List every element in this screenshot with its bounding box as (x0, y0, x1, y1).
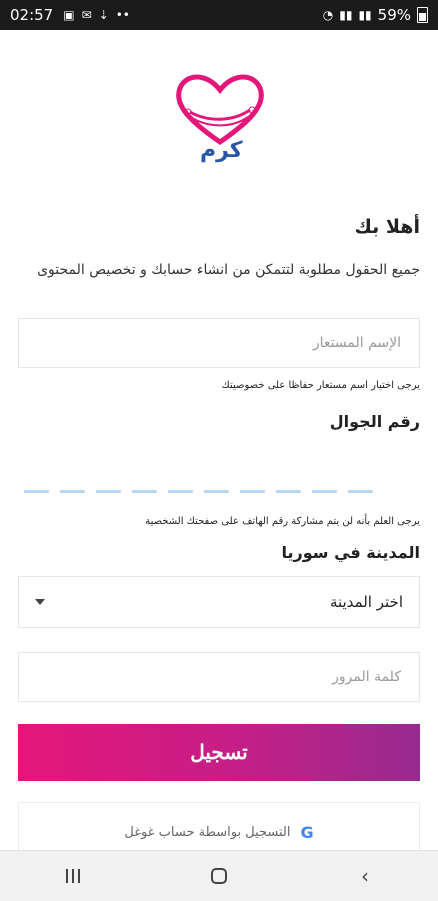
phone-digit-slot[interactable] (132, 490, 157, 493)
nav-home-button[interactable] (189, 856, 249, 896)
phone-hint: يرجى العلم بأنه لن يتم مشاركة رقم الهاتف على صفحتك الشخصية (145, 516, 420, 527)
phone-digit-slot[interactable] (348, 490, 373, 493)
nav-back-button[interactable] (335, 856, 395, 896)
image-icon: ▣ (63, 8, 75, 22)
phone-label: رقم الجوال (329, 412, 420, 431)
google-signup-label: التسجيل بواسطة حساب غوغل (124, 824, 291, 840)
phone-digit-slot[interactable] (204, 490, 229, 493)
back-icon: ‹ (361, 864, 369, 888)
signal-icon: ▮▮ (339, 8, 353, 22)
phone-digit-slot[interactable] (60, 490, 85, 493)
notification-icons (63, 8, 130, 22)
page-title: أهلا بك (354, 216, 420, 238)
city-label: المدينة في سوريا (281, 543, 420, 562)
logo-text: كرم (200, 138, 243, 163)
system-icons (323, 6, 428, 24)
google-icon: G (300, 822, 314, 842)
page-subtitle: جميع الحقول مطلوبة لتتمكن من انشاء حسابك و تخصيص المحتوى (37, 262, 420, 278)
phone-digit-slot[interactable] (168, 490, 193, 493)
register-button[interactable]: تسجيل (18, 724, 420, 781)
nav-recents-button[interactable] (43, 856, 103, 896)
status-bar (0, 0, 438, 30)
nickname-input[interactable] (35, 334, 403, 352)
nickname-hint: يرجى اختيار اسم مستعار حفاظا على خصوصيتك (221, 380, 420, 391)
battery-icon (417, 7, 428, 23)
more-icon: •• (115, 8, 130, 22)
recents-icon (66, 869, 80, 883)
nickname-field[interactable] (18, 318, 420, 368)
battery-text: 59% (377, 6, 411, 24)
status-time: 02:57 (10, 6, 54, 24)
home-icon (211, 868, 227, 884)
phone-digit-slot[interactable] (312, 490, 337, 493)
password-input[interactable] (35, 668, 403, 686)
city-selected-value: اختر المدينة (329, 593, 403, 611)
system-nav-bar (0, 850, 438, 901)
download-icon: ⇣ (98, 8, 109, 22)
mail-icon: ✉ (81, 8, 92, 22)
wifi-icon: ◔ (322, 8, 334, 22)
phone-digit-slot[interactable] (96, 490, 121, 493)
phone-digit-slot[interactable] (24, 490, 49, 493)
password-field[interactable] (18, 652, 420, 702)
phone-digit-slot[interactable] (240, 490, 265, 493)
city-select[interactable] (18, 576, 420, 628)
signal-icon-2: ▮▮ (358, 8, 372, 22)
phone-digit-slot[interactable] (276, 490, 301, 493)
caret-down-icon (35, 599, 45, 605)
app-logo (170, 70, 270, 170)
phone-code-input[interactable] (24, 490, 373, 493)
